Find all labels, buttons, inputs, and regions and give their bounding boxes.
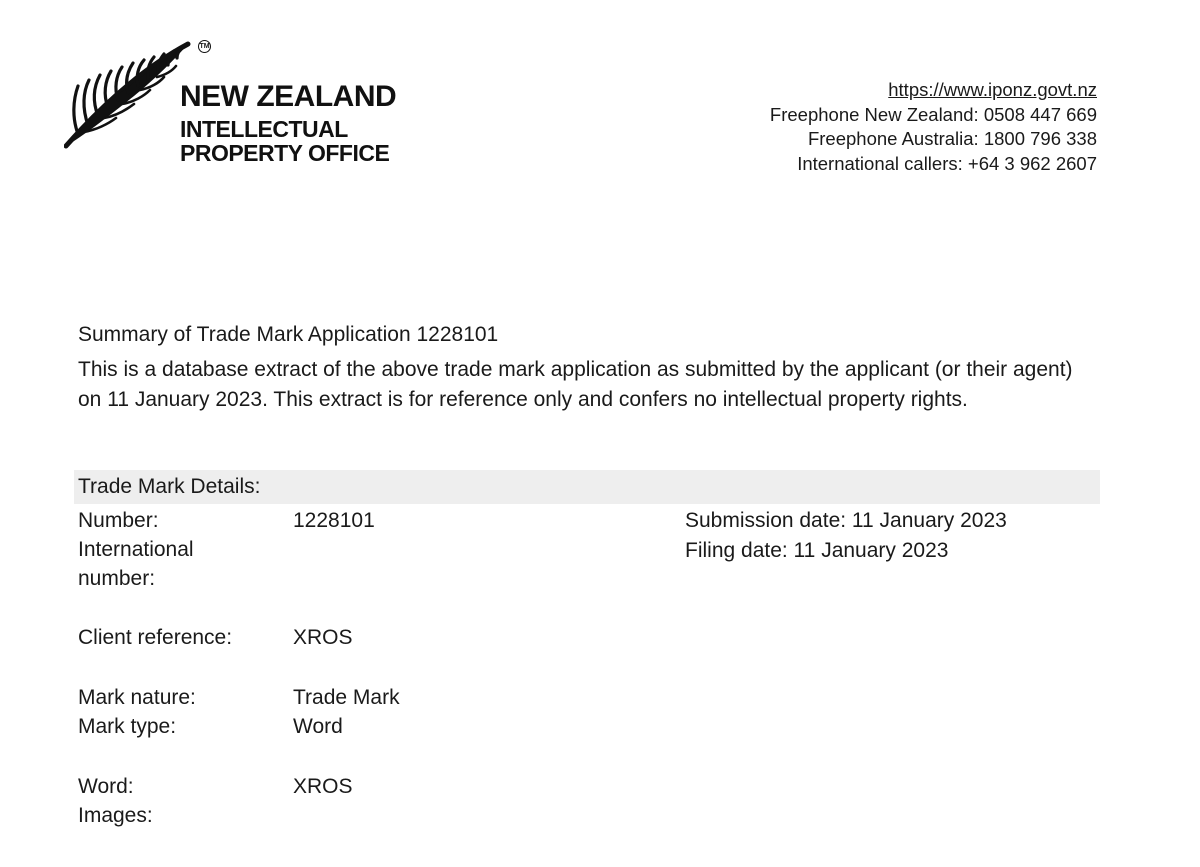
contact-info: [770, 78, 1097, 176]
trademark-symbol: TM: [198, 40, 211, 53]
mark-nature-value: Trade Mark: [293, 686, 400, 709]
filing-date: Filing date: 11 January 2023: [685, 538, 949, 562]
international-number-label-1: International: [78, 538, 194, 561]
images-label: Images:: [78, 804, 153, 827]
trade-mark-details-header: [74, 470, 1100, 504]
summary-title: Summary of Trade Mark Application 1228101: [78, 323, 499, 346]
logo-text-new-zealand: NEW ZEALAND: [180, 80, 397, 113]
iponz-website-link[interactable]: https://www.iponz.govt.nz: [888, 79, 1097, 100]
word-label: Word:: [78, 775, 134, 798]
freephone-au: Freephone Australia: 1800 796 338: [807, 128, 1097, 149]
international-number-label-2: number:: [78, 567, 156, 590]
logo-text-property-office: PROPERTY OFFICE: [180, 140, 390, 166]
iponz-logo: [64, 38, 414, 168]
client-reference-value: XROS: [293, 626, 353, 649]
dates-block: [685, 506, 1007, 565]
international-callers: International callers: +64 3 962 2607: [797, 152, 1097, 174]
number-label: Number:: [78, 509, 159, 532]
word-value: XROS: [293, 775, 353, 798]
freephone-nz: Freephone New Zealand: 0508 447 669: [769, 103, 1097, 125]
number-value: 1228101: [293, 509, 375, 532]
summary-section: [78, 320, 1088, 416]
mark-nature-label: Mark nature:: [78, 686, 196, 709]
mark-type-value: Word: [293, 715, 343, 738]
logo-text-intellectual: INTELLECTUAL: [180, 116, 348, 142]
section-heading: Trade Mark Details:: [78, 475, 261, 498]
silver-fern-icon: [64, 38, 194, 153]
submission-date: Submission date: 11 January 2023: [685, 509, 1007, 532]
client-reference-label: Client reference:: [78, 626, 233, 649]
mark-type-label: Mark type:: [78, 715, 177, 738]
summary-body: This is a database extract of the above trade mark application as submitted by the applicant (or their agent) on 11 January 2023. This extract is for reference only and confers no intellectual property rights.: [78, 357, 1073, 411]
